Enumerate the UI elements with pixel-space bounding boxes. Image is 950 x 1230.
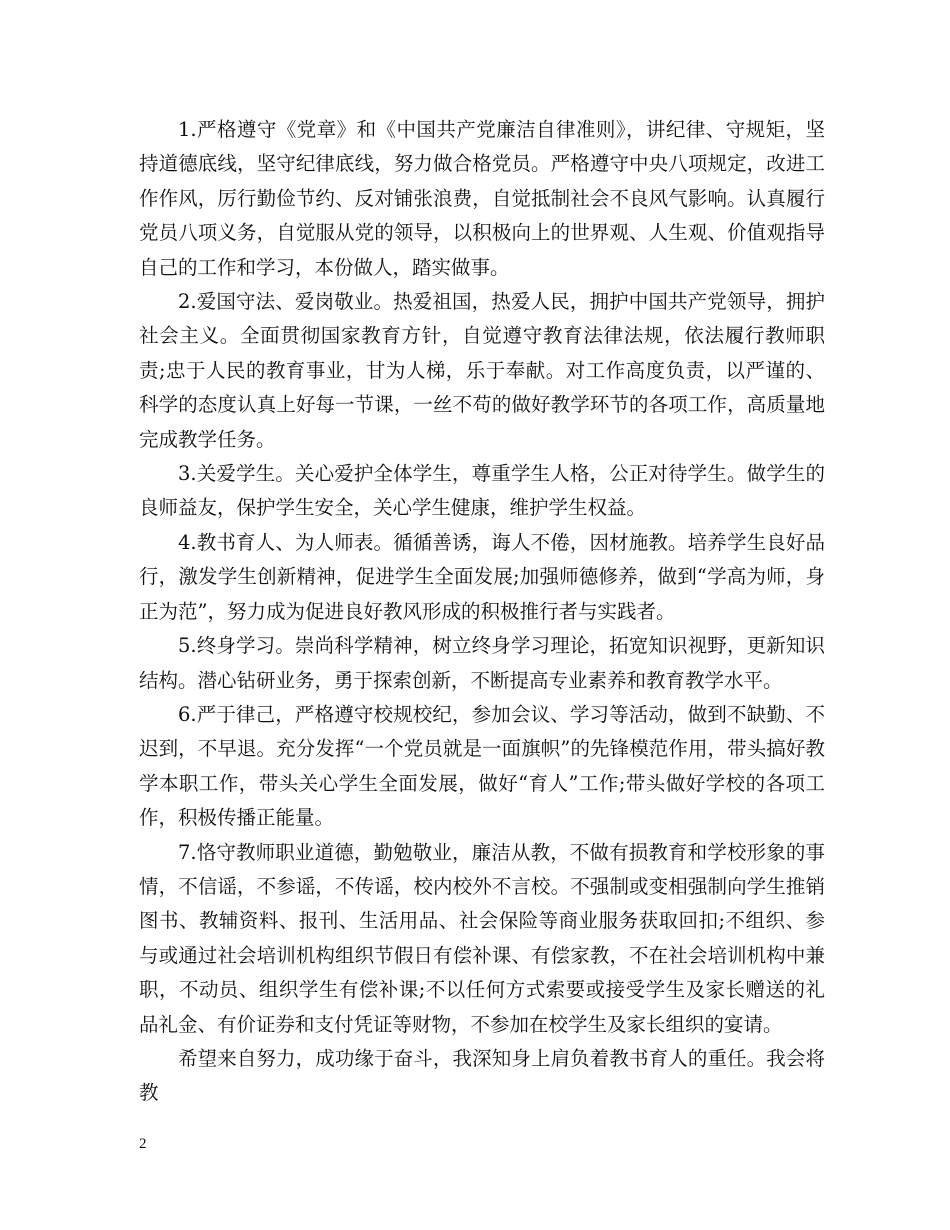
paragraph-4: 4.教书育人、为人师表。循循善诱，诲人不倦，因材施教。培养学生良好品行，激发学生创新精神，促进学生全面发展;加强师德修养，做到“学高为师，身正为范”，努力成为促进良好教风形成的积极推行者与实践者。 [139, 530, 825, 623]
page-number: 2 [139, 1136, 147, 1152]
paragraph-8: 希望来自努力，成功缘于奋斗，我深知身上肩负着教书育人的重任。我会将教 [139, 1046, 825, 1105]
paragraph-3: 3.关爱学生。关心爱护全体学生，尊重学生人格，公正对待学生。做学生的良师益友，保护学生安全，关心学生健康，维护学生权益。 [139, 462, 825, 520]
paragraph-7: 7.恪守教师职业道德，勤勉敬业，廉洁从教，不做有损教育和学校形象的事情，不信谣，不参谣，不传谣，校内校外不言校。不强制或变相强制向学生推销图书、教辅资料、报刊、生活用品、社会保险等商业服务获取回扣;不组织、参与或通过社会培训机构组织节假日有偿补课、有偿家教，不在社会培训机构中兼职，不动员、组织学生有偿补课;不以任何方式索要或接受学生及家长赠送的礼品礼金、有价证券和支付凭证等财物，不参加在校学生及家长组织的宴请。 [139, 840, 825, 1036]
paragraph-2: 2.爱国守法、爱岗敬业。热爱祖国，热爱人民，拥护中国共产党领导，拥护社会主义。全面贯彻国家教育方针，自觉遵守教育法律法规，依法履行教师职责;忠于人民的教育事业，甘为人梯，乐于奉献。对工作高度负责，以严谨的、科学的态度认真上好每一节课，一丝不苟的做好教学环节的各项工作，高质量地完成教学任务。 [139, 290, 825, 451]
paragraph-1: 1.严格遵守《党章》和《中国共产党廉洁自律准则》，讲纪律、守规矩，坚持道德底线，坚守纪律底线，努力做合格党员。严格遵守中央八项规定，改进工作作风，厉行勤俭节约、反对铺张浪费，自觉抵制社会不良风气影响。认真履行党员八项义务，自觉服从党的领导，以积极向上的世界观、人生观、价值观指导自己的工作和学习，本份做人，踏实做事。 [139, 118, 825, 279]
document-body [139, 113, 825, 1111]
paragraph-6: 6.严于律己，严格遵守校规校纪，参加会议、学习等活动，做到不缺勤、不迟到，不早退。充分发挥“一个党员就是一面旗帜”的先锋模范作用，带头搞好教学本职工作，带头关心学生全面发展，做好“育人”工作;带头做好学校的各项工作，积极传播正能量。 [139, 702, 825, 830]
paragraph-5: 5.终身学习。崇尚科学精神，树立终身学习理论，拓宽知识视野，更新知识结构。潜心钻研业务，勇于探索创新，不断提高专业素养和教育教学水平。 [139, 634, 825, 692]
